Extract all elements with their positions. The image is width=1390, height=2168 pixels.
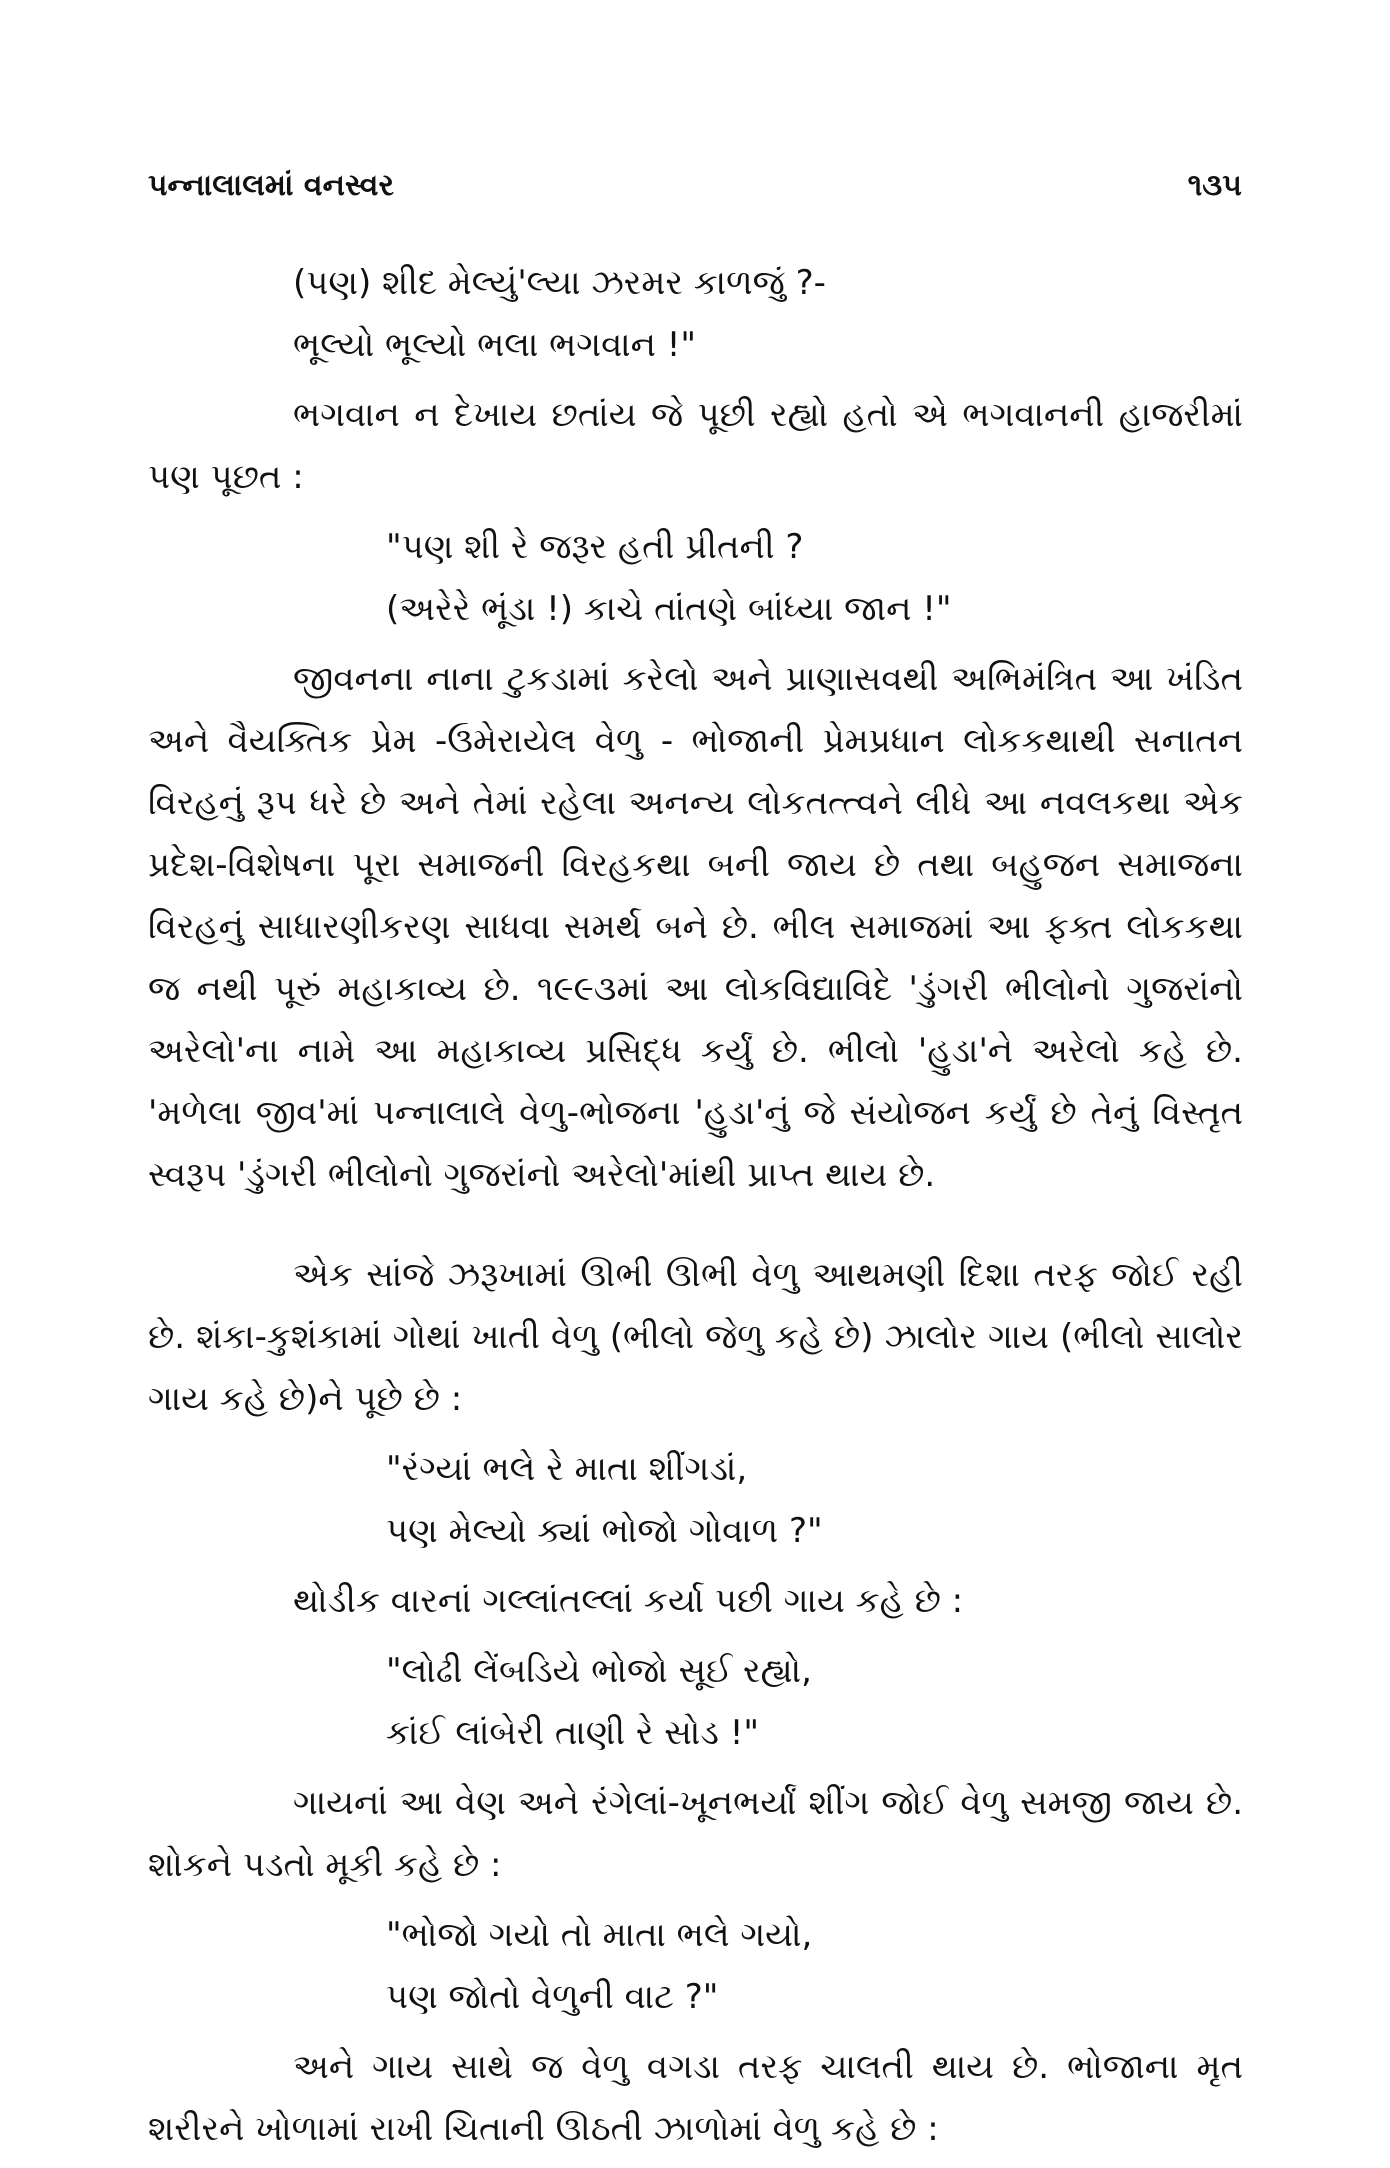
verse-line: પણ મેલ્યો ક્યાં ભોજો ગોવાળ ?" bbox=[386, 1511, 823, 1551]
page-number: ૧૩૫ bbox=[1187, 167, 1242, 203]
paragraph-3: એક સાંજે ઝરૂખામાં ઊભી ઊભી વેળુ આથમણી દિશા તરફ જોઈ રહી છે. શંકા-કુશંકામાં ગોથાં ખાતી વેળુ (ભીલો જેળુ કહે છે) ઝાલોર ગાય (ભીલો સાલોર ગાય કહે છે)ને પૂછે છે : bbox=[148, 1255, 1243, 1419]
verse-line: "રંગ્યાં ભલે રે માતા શીંગડાં, bbox=[386, 1449, 748, 1489]
verse-line: "પણ શી રે જરૂર હતી પ્રીતની ? bbox=[386, 527, 804, 567]
verse-line: (પણ) શીદ મેલ્યું'લ્યા ઝરમર કાળજું ?- bbox=[293, 263, 826, 303]
verse-block-1 bbox=[148, 252, 1243, 376]
paragraph-4: થોડીક વારનાં ગલ્લાંતલ્લાં કર્યા પછી ગાય કહે છે : bbox=[293, 1581, 964, 1621]
page-body bbox=[148, 252, 1243, 2168]
verse-line: ભૂલ્યો ભૂલ્યો ભલા ભગવાન !" bbox=[293, 325, 697, 365]
verse-line: કાંઈ લાંબેરી તાણી રે સોડ !" bbox=[386, 1713, 760, 1753]
verse-line: "લોઢી લેંબડિયે ભોજો સૂઈ રહ્યો, bbox=[386, 1651, 812, 1691]
verse-block-2 bbox=[148, 516, 1243, 640]
verse-line: "ભોજો ગયો તો માતા ભલે ગયો, bbox=[386, 1915, 813, 1955]
paragraph-5: ગાયનાં આ વેણ અને રંગેલાં-ખૂનભર્યાં શીંગ જોઈ વેળુ સમજી જાય છે. શોકને પડતો મૂકી કહે છે : bbox=[148, 1783, 1244, 1885]
page-header bbox=[148, 160, 1242, 210]
verse-block-3 bbox=[148, 1438, 1243, 1562]
running-title: પન્નાલાલમાં વનસ્વર bbox=[148, 167, 394, 203]
paragraph-2: જીવનના નાના ટુકડામાં કરેલો અને પ્રાણાસવથી અભિમંત્રિત આ ખંડિત અને વૈયક્તિક પ્રેમ -ઉમેરાયેલ વેળુ - ભોજાની પ્રેમપ્રધાન લોકકથાથી સનાતન વિરહનું રૂપ ધરે છે અને તેમાં રહેલા અનન્ય લોકતત્ત્વને લીધે આ નવલકથા એક પ્રદેશ-વિશેષના પૂરા સમાજની વિરહકથા બની જાય છે તથા બહુજન સમાજના વિરહનું સાધારણીકરણ સાધવા સમર્થ બને છે. ભીલ સમાજમાં આ ફક્ત લોકકથા જ નથી પૂરું મહાકાવ્ય છે. ૧૯૯૩માં આ લોકવિદ્યાવિદે 'ડુંગરી ભીલોનો ગુજરાંનો અરેલો'ના નામે આ મહાકાવ્ય પ્રસિદ્ધ કર્યું છે. ભીલો 'હુડા'ને અરેલો કહે છે. 'મળેલા જીવ'માં પન્નાલાલે વેળુ-ભોજના 'હુડા'નું જે સંયોજન કર્યું છે તેનું વિસ્તૃત સ્વરૂપ 'ડુંગરી ભીલોનો ગુજરાંનો અરેલો'માંથી પ્રાપ્ત થાય છે. bbox=[148, 659, 1243, 1195]
verse-line: (અરેરે ભૂંડા !) કાચે તાંતણે બાંધ્યા જાન !" bbox=[386, 589, 952, 629]
verse-block-5 bbox=[148, 1904, 1243, 2028]
verse-block-4 bbox=[148, 1640, 1243, 1764]
paragraph-6: અને ગાય સાથે જ વેળુ વગડા તરફ ચાલતી થાય છે. ભોજાના મૃત શરીરને ખોળામાં રાખી ચિતાની ઊઠતી ઝાળોમાં વેળુ કહે છે : bbox=[148, 2047, 1243, 2149]
verse-line: પણ જોતો વેળુની વાટ ?" bbox=[386, 1977, 719, 2017]
paragraph-1: ભગવાન ન દેખાય છતાંય જે પૂછી રહ્યો હતો એ ભગવાનની હાજરીમાં પણ પૂછત : bbox=[148, 395, 1243, 497]
